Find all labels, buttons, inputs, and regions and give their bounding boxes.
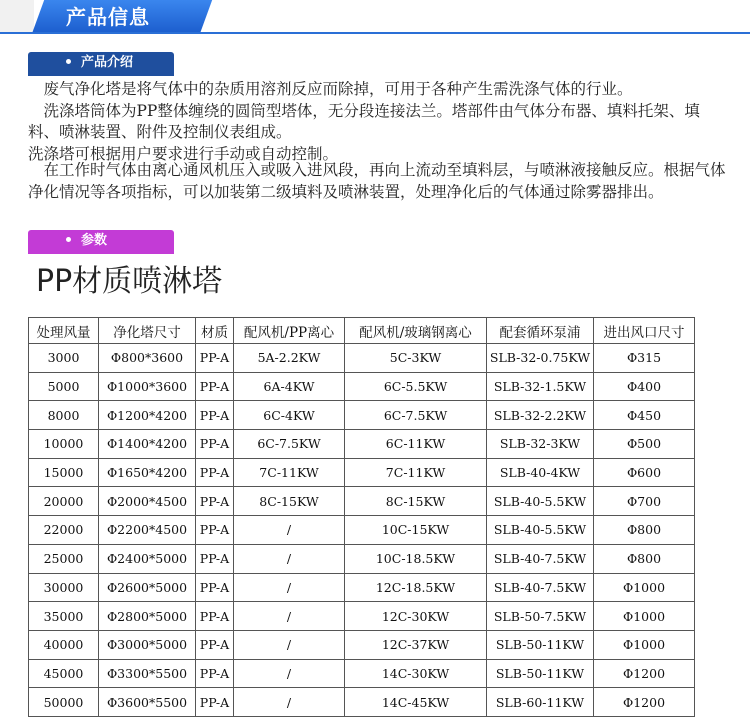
column-header: 配风机/PP离心 bbox=[234, 318, 345, 344]
table-cell: PP-A bbox=[196, 516, 234, 545]
table-cell: / bbox=[234, 516, 345, 545]
table-cell: 6C-7.5KW bbox=[345, 401, 487, 430]
table-cell: 14C-45KW bbox=[345, 688, 487, 717]
table-cell: 6C-7.5KW bbox=[234, 430, 345, 459]
column-header: 材质 bbox=[196, 318, 234, 344]
table-cell: SLB-40-7.5KW bbox=[487, 544, 594, 573]
table-cell: 5A-2.2KW bbox=[234, 344, 345, 373]
table-cell: Φ2400*5000 bbox=[99, 544, 196, 573]
table-cell: 30000 bbox=[29, 573, 99, 602]
table-cell: / bbox=[234, 573, 345, 602]
table-cell: Φ2600*5000 bbox=[99, 573, 196, 602]
table-cell: / bbox=[234, 688, 345, 717]
section-divider-intro bbox=[28, 74, 174, 76]
table-cell: PP-A bbox=[196, 401, 234, 430]
table-cell: Φ1000 bbox=[594, 573, 695, 602]
column-header: 配套循环泵浦 bbox=[487, 318, 594, 344]
table-cell: PP-A bbox=[196, 430, 234, 459]
column-header: 处理风量 bbox=[29, 318, 99, 344]
table-cell: / bbox=[234, 602, 345, 631]
table-cell: PP-A bbox=[196, 372, 234, 401]
bullet-icon bbox=[66, 237, 71, 242]
table-cell: SLB-32-1.5KW bbox=[487, 372, 594, 401]
table-cell: 40000 bbox=[29, 630, 99, 659]
section-label-params bbox=[28, 230, 174, 252]
table-cell: 5C-3KW bbox=[345, 344, 487, 373]
table-cell: 22000 bbox=[29, 516, 99, 545]
spec-table bbox=[28, 317, 695, 717]
table-row bbox=[29, 344, 695, 373]
table-cell: 6C-11KW bbox=[345, 430, 487, 459]
table-row bbox=[29, 602, 695, 631]
table-cell: PP-A bbox=[196, 344, 234, 373]
banner-left-strip bbox=[0, 0, 34, 32]
table-cell: / bbox=[234, 659, 345, 688]
table-cell: SLB-50-11KW bbox=[487, 630, 594, 659]
table-row bbox=[29, 630, 695, 659]
table-cell: SLB-50-11KW bbox=[487, 659, 594, 688]
table-cell: PP-A bbox=[196, 487, 234, 516]
banner-title: 产品信息 bbox=[66, 5, 150, 29]
table-cell: 10C-18.5KW bbox=[345, 544, 487, 573]
table-cell: PP-A bbox=[196, 458, 234, 487]
table-cell: PP-A bbox=[196, 630, 234, 659]
table-cell: 8000 bbox=[29, 401, 99, 430]
bullet-icon bbox=[66, 59, 71, 64]
table-cell: 6C-4KW bbox=[234, 401, 345, 430]
table-cell: Φ1000*3600 bbox=[99, 372, 196, 401]
table-cell: PP-A bbox=[196, 544, 234, 573]
table-cell: Φ1400*4200 bbox=[99, 430, 196, 459]
table-cell: SLB-32-2.2KW bbox=[487, 401, 594, 430]
table-cell: 6A-4KW bbox=[234, 372, 345, 401]
table-title: PP材质喷淋塔 bbox=[36, 264, 223, 299]
table-cell: Φ1000 bbox=[594, 630, 695, 659]
table-cell: Φ2800*5000 bbox=[99, 602, 196, 631]
table-cell: 12C-30KW bbox=[345, 602, 487, 631]
table-cell: 50000 bbox=[29, 688, 99, 717]
table-header-row bbox=[29, 318, 695, 344]
section-label-intro bbox=[28, 52, 174, 74]
table-cell: Φ1200*4200 bbox=[99, 401, 196, 430]
top-banner bbox=[0, 0, 750, 34]
table-cell: 7C-11KW bbox=[345, 458, 487, 487]
table-cell: PP-A bbox=[196, 602, 234, 631]
table-cell: Φ700 bbox=[594, 487, 695, 516]
intro-paragraph-4: 在工作时气体由离心通风机压入或吸入进风段，再向上流动至填料层，与喷淋液接触反应。根据气体净化情况等各项指标，可以加装第二级填料及喷淋装置，处理净化后的气体通过除雾器排出。 bbox=[28, 161, 726, 201]
table-row bbox=[29, 458, 695, 487]
table-cell: 25000 bbox=[29, 544, 99, 573]
table-cell: SLB-40-5.5KW bbox=[487, 487, 594, 516]
table-cell: SLB-40-7.5KW bbox=[487, 573, 594, 602]
table-cell: SLB-32-3KW bbox=[487, 430, 594, 459]
column-header: 进出风口尺寸 bbox=[594, 318, 695, 344]
table-cell: Φ800*3600 bbox=[99, 344, 196, 373]
table-cell: 35000 bbox=[29, 602, 99, 631]
table-cell: Φ3300*5500 bbox=[99, 659, 196, 688]
table-cell: 12C-18.5KW bbox=[345, 573, 487, 602]
intro-paragraph-1: 废气净化塔是将气体中的杂质用溶剂反应而除掉，可用于各种产生需洗涤气体的行业。 bbox=[28, 80, 633, 98]
table-row bbox=[29, 516, 695, 545]
table-cell: Φ3000*5000 bbox=[99, 630, 196, 659]
table-cell: Φ600 bbox=[594, 458, 695, 487]
intro-paragraph-3: 洗涤塔可根据用户要求进行手动或自动控制。 bbox=[28, 144, 339, 163]
table-cell: 7C-11KW bbox=[234, 458, 345, 487]
table-cell: Φ800 bbox=[594, 544, 695, 573]
table-cell: Φ400 bbox=[594, 372, 695, 401]
section-divider-params bbox=[28, 252, 174, 254]
column-header: 净化塔尺寸 bbox=[99, 318, 196, 344]
table-row bbox=[29, 372, 695, 401]
table-cell: 6C-5.5KW bbox=[345, 372, 487, 401]
table-row bbox=[29, 659, 695, 688]
banner-underline bbox=[0, 32, 750, 34]
table-cell: 15000 bbox=[29, 458, 99, 487]
section-label-intro-text: 产品介绍 bbox=[81, 55, 134, 70]
table-cell: 45000 bbox=[29, 659, 99, 688]
table-cell: SLB-50-7.5KW bbox=[487, 602, 594, 631]
table-cell: 20000 bbox=[29, 487, 99, 516]
table-cell: PP-A bbox=[196, 659, 234, 688]
table-cell: SLB-32-0.75KW bbox=[487, 344, 594, 373]
table-cell: Φ315 bbox=[594, 344, 695, 373]
table-cell: Φ2200*4500 bbox=[99, 516, 196, 545]
table-cell: 5000 bbox=[29, 372, 99, 401]
table-cell: Φ3600*5500 bbox=[99, 688, 196, 717]
section-label-params-text: 参数 bbox=[81, 233, 108, 248]
table-cell: 8C-15KW bbox=[234, 487, 345, 516]
table-cell: PP-A bbox=[196, 688, 234, 717]
table-cell: 3000 bbox=[29, 344, 99, 373]
table-cell: SLB-60-11KW bbox=[487, 688, 594, 717]
table-cell: PP-A bbox=[196, 573, 234, 602]
table-row bbox=[29, 688, 695, 717]
column-header: 配风机/玻璃钢离心 bbox=[345, 318, 487, 344]
table-row bbox=[29, 573, 695, 602]
table-cell: Φ450 bbox=[594, 401, 695, 430]
table-cell: / bbox=[234, 630, 345, 659]
table-cell: SLB-40-5.5KW bbox=[487, 516, 594, 545]
table-row bbox=[29, 430, 695, 459]
table-cell: Φ1200 bbox=[594, 688, 695, 717]
table-cell: Φ1650*4200 bbox=[99, 458, 196, 487]
table-cell: Φ500 bbox=[594, 430, 695, 459]
table-cell: 10000 bbox=[29, 430, 99, 459]
intro-paragraph-2: 洗涤塔筒体为PP整体缠绕的圆筒型塔体，无分段连接法兰。塔部件由气体分布器、填料托架、填料、喷淋装置、附件及控制仪表组成。 bbox=[28, 101, 700, 141]
table-cell: 14C-30KW bbox=[345, 659, 487, 688]
table-cell: Φ2000*4500 bbox=[99, 487, 196, 516]
table-cell: Φ1000 bbox=[594, 602, 695, 631]
table-row bbox=[29, 544, 695, 573]
table-cell: 10C-15KW bbox=[345, 516, 487, 545]
table-cell: SLB-40-4KW bbox=[487, 458, 594, 487]
table-cell: / bbox=[234, 544, 345, 573]
table-row bbox=[29, 401, 695, 430]
table-cell: 12C-37KW bbox=[345, 630, 487, 659]
table-cell: Φ800 bbox=[594, 516, 695, 545]
table-cell: 8C-15KW bbox=[345, 487, 487, 516]
table-row bbox=[29, 487, 695, 516]
table-cell: Φ1200 bbox=[594, 659, 695, 688]
